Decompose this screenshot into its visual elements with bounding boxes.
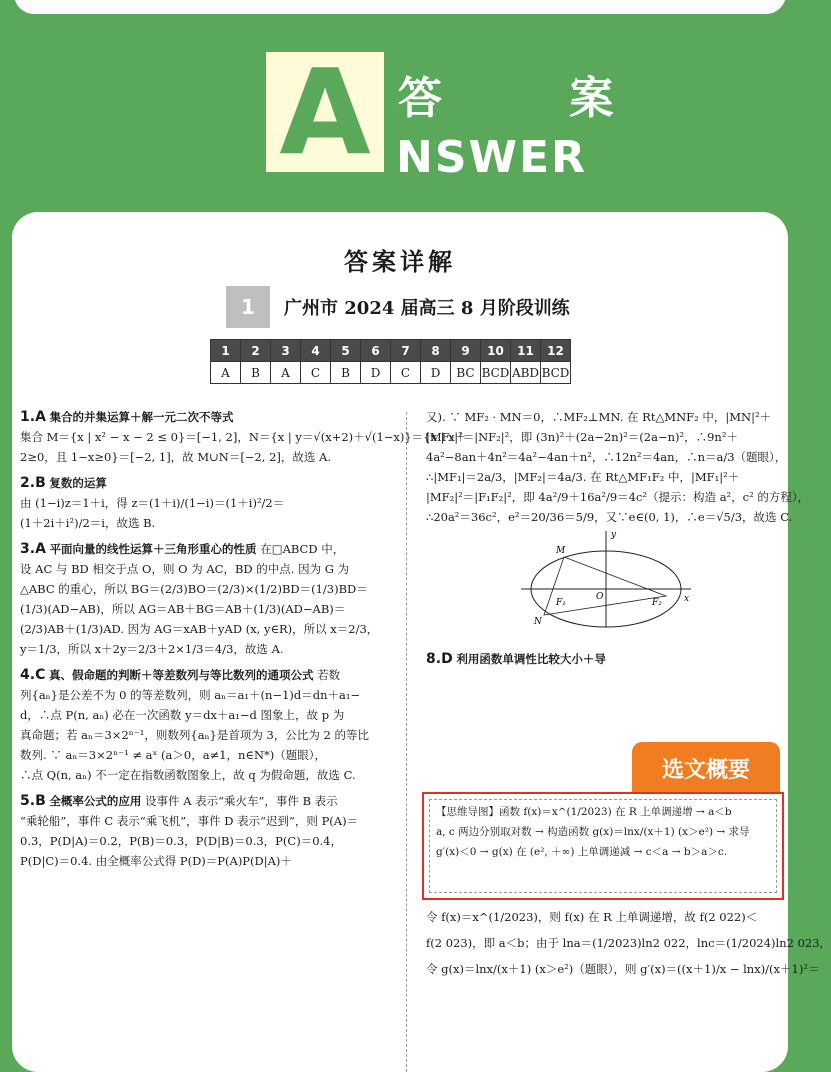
point-o-label: O [596,592,604,602]
q5-answer: B [35,793,46,809]
mind-map-line: a, c 两边分别取对数 → 构造函数 g(x)＝lnx/(x＋1) (x＞e²) → 求导 [436,826,750,838]
mind-map-line: 【思维导图】函数 f(x)＝x^(1/2023) 在 R 上单调递增 → a＜b [436,806,732,818]
hero-letter-block [266,43,384,181]
q3-line: (2/3)AB＋(1/3)AD. 因为 AG＝xAB＋yAD (x, y∈R)，所以 x＝2/3， [20,622,379,636]
right-column [426,407,810,669]
answer-cell: B [331,362,361,384]
answer-paper [12,212,831,1072]
q5-line: “乘轮船”，事件 C 表示“乘飞机”，事件 D 表示“迟到”，则 P(A)＝ [20,814,359,828]
q7-line: ∴20a²＝36c²，e²＝20/36＝5/9，又∵e∈(0, 1)，∴e＝√5/3，故选 C. [426,510,793,524]
q8-line: 令 f(x)＝x^(1/2023)，则 f(x) 在 R 上单调递增，故 f(2 022)＜ [426,910,758,924]
q5-line: P(D|C)＝0.4. 由全概率公式得 P(D)＝P(A)P(D|A)＋ [20,854,292,868]
answer-cell: D [421,362,451,384]
q5-line: 0.3，P(D|A)＝0.2，P(B)＝0.3，P(D|B)＝0.3，P(C)＝0.4， [20,834,342,848]
q1-line: 2≥0，且 1−x≥0}＝[−2, 1]，故 M∪N＝[−2, 2]，故选 A. [20,450,331,464]
q3-line: △ABC 的重心，所以 BG＝(2/3)BO＝(2/3)×(1/2)BD＝(1/3)BD＝ [20,582,368,596]
answer-table-answer-row [211,362,571,384]
lesson-number: 1 [226,286,270,328]
hero-en-title: NSWER [396,132,587,183]
q4-line: d，∴点 P(n, aₙ) 必在一次函数 y＝dx＋a₁−d 图象上，故 p 为 [20,708,345,722]
lesson-title: 广州市 2024 届高三 8 月阶段训练 [284,298,570,319]
q5-line [20,791,392,811]
hero-cn-title: 答 案 [398,73,670,124]
question-number-cell: 2 [241,340,271,362]
answer-cell: BC [451,362,481,384]
answer-cell: A [271,362,301,384]
q2-answer: B [35,475,46,491]
q4-topic: 真、假命题的判断＋等差数列与等比数列的通项公式 [49,668,314,682]
point-f2-label: F₂ [652,598,662,608]
q2-topic: 复数的运算 [49,476,107,490]
q8-label: 8. [426,651,442,667]
q3-line: y＝1/3，所以 x＋2y＝2/3＋2×1/3＝4/3，故选 A. [20,642,284,656]
column-divider [406,412,407,1072]
q4-label: 4. [20,667,36,683]
q8-header [426,649,778,669]
q8-topic: 利用函数单调性比较大小＋导 [456,652,606,666]
q2-label: 2. [20,475,36,491]
q8-solution [426,904,831,982]
q1-answer: A [35,409,46,425]
question-number-cell: 3 [271,340,301,362]
left-column [20,407,467,877]
q2-line: (1＋2i＋i²)/2＝i，故选 B. [20,516,156,530]
mind-map-box [422,792,784,900]
q3-line: 设 AC 与 BD 相交于点 O，则 O 为 AC，BD 的中点. 因为 G 为 [20,562,350,576]
q8-line: 令 g(x)＝lnx/(x＋1) (x＞e²)（题眼），则 g′(x)＝((x＋1)/x − lnx)/(x＋1)²＝ [426,962,820,976]
q4-text: 若数 [317,668,341,682]
q4-line: ∴点 Q(n, aₙ) 不一定在指数函数图象上，故 q 为假命题，故选 C. [20,768,356,782]
x-label: x [684,594,690,604]
question-number-cell: 4 [301,340,331,362]
solution-q3 [20,539,392,659]
solution-q2 [20,473,392,533]
y-label: y [611,530,617,540]
q3-answer: A [35,541,46,557]
q2-line [20,473,392,493]
question-number-cell: 7 [391,340,421,362]
question-number-cell: 11 [511,340,541,362]
q3-line: (1/3)(AD−AB)，所以 AG＝AB＋BG＝AB＋(1/3)(AD−AB)＝ [20,602,346,616]
q1-line [20,407,392,427]
page-title: 答案详解 [344,247,456,276]
question-number-cell: 1 [211,340,241,362]
summary-badge: 选文概要 [632,742,780,794]
q2-line: 由 (1−i)z＝1＋i，得 z＝(1＋i)/(1−i)＝(1＋i)²/2＝ [20,496,285,510]
answer-cell: A [211,362,241,384]
point-f1-label: F₁ [556,598,566,608]
answer-cell: C [391,362,421,384]
question-number-cell: 6 [361,340,391,362]
q5-text: 设事件 A 表示“乘火车”，事件 B 表示 [145,794,338,808]
top-card [14,0,786,14]
ellipse-figure [516,529,696,629]
question-number-cell: 9 [451,340,481,362]
q7-line: 4a²−8an＋4n²＝4a²−4an＋n²，∴12n²＝4an，∴n＝a/3（题眼）， [426,450,787,464]
hero-letter: A [279,43,371,181]
answer-cell: BCD [481,362,511,384]
question-number-cell: 12 [541,340,571,362]
lesson-header [226,286,570,328]
answer-cell: B [241,362,271,384]
q3-line [20,539,392,559]
q1-label: 1. [20,409,36,425]
question-number-cell: 10 [481,340,511,362]
solution-q1 [20,407,467,467]
q8-answer: D [441,651,453,667]
q3-label: 3. [20,541,36,557]
answer-cell: C [301,362,331,384]
q3-topic: 平面向量的线性运算＋三角形重心的性质 [49,542,257,556]
answer-cell: BCD [541,362,571,384]
answer-table-header-row [211,340,571,362]
q7-line: 又). ∵ MF₂ · MN＝0，∴MF₂⊥MN. 在 Rt△MNF₂ 中，|MN|²＋ [426,410,772,424]
question-number-cell: 5 [331,340,361,362]
q4-line: 数列. ∵ aₙ＝3×2ⁿ⁻¹ ≠ aˣ (a＞0，a≠1，n∈N*)（题眼）， [20,748,326,762]
question-number-cell: 8 [421,340,451,362]
mind-map-line: g′(x)＜0 → g(x) 在 (e², ＋∞) 上单调递减 → c＜a → b＞a＞c. [436,846,728,858]
answer-cell: D [361,362,391,384]
q1-topic: 集合的并集运算＋解一元二次不等式 [49,410,234,424]
q7-line: ∴|MF₁|＝2a/3，|MF₂|＝4a/3. 在 Rt△MF₁F₂ 中，|MF₁|²＋ [426,470,740,484]
q7-line: |MF₂|²＝|NF₂|²，即 (3n)²＋(2a−2n)²＝(2a−n)²，∴9n²＋ [426,430,738,444]
q5-topic: 全概率公式的应用 [49,794,142,808]
answer-table [210,339,571,384]
q5-label: 5. [20,793,36,809]
q4-line: 真命题；若 aₙ＝3×2ⁿ⁻¹，则数列{aₙ}是首项为 3，公比为 2 的等比 [20,728,369,742]
point-n-label: N [534,617,542,627]
q8-line: f(2 023)，即 a＜b；由于 lna＝(1/2023)ln2 022，lnc＝(1/2024)ln2 023， [426,936,831,950]
answer-cell: ABD [511,362,541,384]
solution-q4 [20,665,392,785]
q1-line: 集合 M＝{x | x² − x − 2 ≤ 0}＝[−1, 2]，N＝{x | y＝√(x+2)＋√(1−x)}＝{x | x＋ [20,430,467,444]
mind-map-inner [429,799,777,893]
q4-line: 列{aₙ}是公差不为 0 的等差数列，则 aₙ＝a₁＋(n−1)d＝dn＋a₁− [20,688,361,702]
point-m-label: M [556,546,566,556]
solution-q5 [20,791,392,871]
q4-answer: C [35,667,46,683]
q4-line [20,665,392,685]
q3-text: 在□ABCD 中， [260,542,345,556]
q7-line: |MF₂|²＝|F₁F₂|²，即 4a²/9＋16a²/9＝4c²（提示：构造 a²，c² 的方程）， [426,490,810,504]
